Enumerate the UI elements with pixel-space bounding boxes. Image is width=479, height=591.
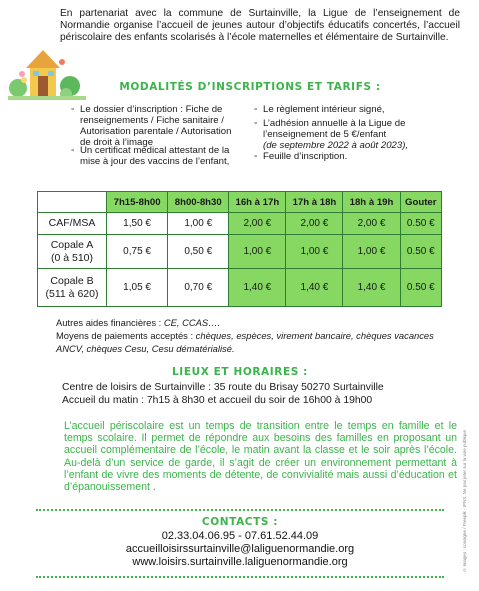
intro-paragraph: En partenariat avec la commune de Surtainville, la Ligue de l’enseignement de Normandie organise l’accueil de jeunes autour d’objectifs éducatifs concertés, l’accueil périscolaire des enfants scolarisés à l’école maternelles et élémentaire de Surtainville. <box>60 8 460 43</box>
table-cell: 1,40 € <box>229 269 286 307</box>
row-label: CAF/MSA <box>38 213 107 235</box>
table-header-cell: 17h à 18h <box>286 192 343 213</box>
list-item: ◦ L’adhésion annuelle à la Ligue de l’enseignement de 5 €/enfant (de septembre 2022 à août 2023), <box>254 118 409 151</box>
list-item: ◦ Un certificat médical attestant de la mise à jour des vaccins de l’enfant, <box>71 145 230 167</box>
table-row <box>38 269 442 307</box>
table-cell: 1,00 € <box>168 213 229 235</box>
table-header-cell: 7h15-8h00 <box>107 192 168 213</box>
table-cell: 2,00 € <box>343 213 400 235</box>
table-header-cell <box>38 192 107 213</box>
lieux-horaires: Centre de loisirs de Surtainville : 35 route du Brisay 50270 Surtainville Accueil du matin : 7h15 à 8h30 et accueil du soir de 16h00 à 19h00 <box>62 382 384 406</box>
row-label: Copale B (511 à 620) <box>38 269 107 307</box>
table-cell: 0.50 € <box>400 235 441 269</box>
table-row <box>38 235 442 269</box>
dotted-divider <box>36 509 444 511</box>
list-item: ◦ Feuille d’inscription. <box>254 151 348 162</box>
lieux-title: LIEUX ET HORAIRES : <box>172 366 308 378</box>
table-cell: 2,00 € <box>286 213 343 235</box>
bullet-icon: ◦ <box>71 145 75 156</box>
list-item: ◦ Le dossier d’inscription : Fiche de renseignements / Fiche sanitaire / Autorisation parentale / Autorisation de droit à l’image <box>71 104 232 148</box>
description-paragraph: L’accueil périscolaire est un temps de transition entre le temps en famille et le temps scolaire. Il permet de répondre aux besoins des familles en proposant un accueil complémentaire de l’école, le matin avant la classe et le soir après l’école. Au-delà d’un service de garde, il s’agit de créer un environnement permettant à l’enfant de vivre des moments de détente, de convivialité mais aussi d’éducation et d’épanouissement . <box>64 420 457 494</box>
children-house-illustration <box>8 44 86 104</box>
aides-financieres: Autres aides financières : CE, CCAS…. Moyens de paiements acceptés : chèques, espèces, virement bancaire, chèques vacances ANCV, chèques Cesu, Cesu dématérialisé. <box>56 317 434 354</box>
row-label: Copale A (0 à 510) <box>38 235 107 269</box>
table-cell: 0.50 € <box>400 213 441 235</box>
table-cell: 0,70 € <box>168 269 229 307</box>
contact-phones: 02.33.04.06.95 - 07.61.52.44.09 <box>161 530 319 542</box>
table-cell: 1,50 € <box>107 213 168 235</box>
table-header-cell: 18h à 19h <box>343 192 400 213</box>
dotted-divider <box>36 576 444 578</box>
contacts-title: CONTACTS : <box>201 516 279 528</box>
table-header-cell: 8h00-8h30 <box>168 192 229 213</box>
table-header-cell: Gouter <box>400 192 441 213</box>
side-credit-note: © images : consigne / Freepik · IPNS, Ne pas jeter sur la voie publique <box>462 430 467 573</box>
table-cell: 1,05 € <box>107 269 168 307</box>
table-cell: 0,50 € <box>168 235 229 269</box>
bullet-icon: ◦ <box>254 104 258 115</box>
table-row <box>38 213 442 235</box>
list-item: ◦ Le règlement intérieur signé, <box>254 104 385 115</box>
table-cell: 1,40 € <box>343 269 400 307</box>
table-cell: 2,00 € <box>229 213 286 235</box>
table-cell: 1,00 € <box>229 235 286 269</box>
bullet-icon: ◦ <box>254 118 258 129</box>
tarifs-table <box>37 191 442 307</box>
table-cell: 0,75 € <box>107 235 168 269</box>
table-cell: 1,40 € <box>286 269 343 307</box>
bullet-icon: ◦ <box>254 151 258 162</box>
table-cell: 1,00 € <box>286 235 343 269</box>
contact-website[interactable]: www.loisirs.surtainville.laliguenormandie.org <box>132 556 348 568</box>
bullet-icon: ◦ <box>71 104 75 115</box>
table-cell: 0.50 € <box>400 269 441 307</box>
contact-email[interactable]: accueilloisirssurtainville@laliguenormandie.org <box>125 543 355 555</box>
table-header-cell: 16h à 17h <box>229 192 286 213</box>
table-cell: 1,00 € <box>343 235 400 269</box>
modalites-title: MODALITÉS D’INSCRIPTIONS ET TARIFS : <box>119 81 381 93</box>
table-header-row <box>38 192 442 213</box>
